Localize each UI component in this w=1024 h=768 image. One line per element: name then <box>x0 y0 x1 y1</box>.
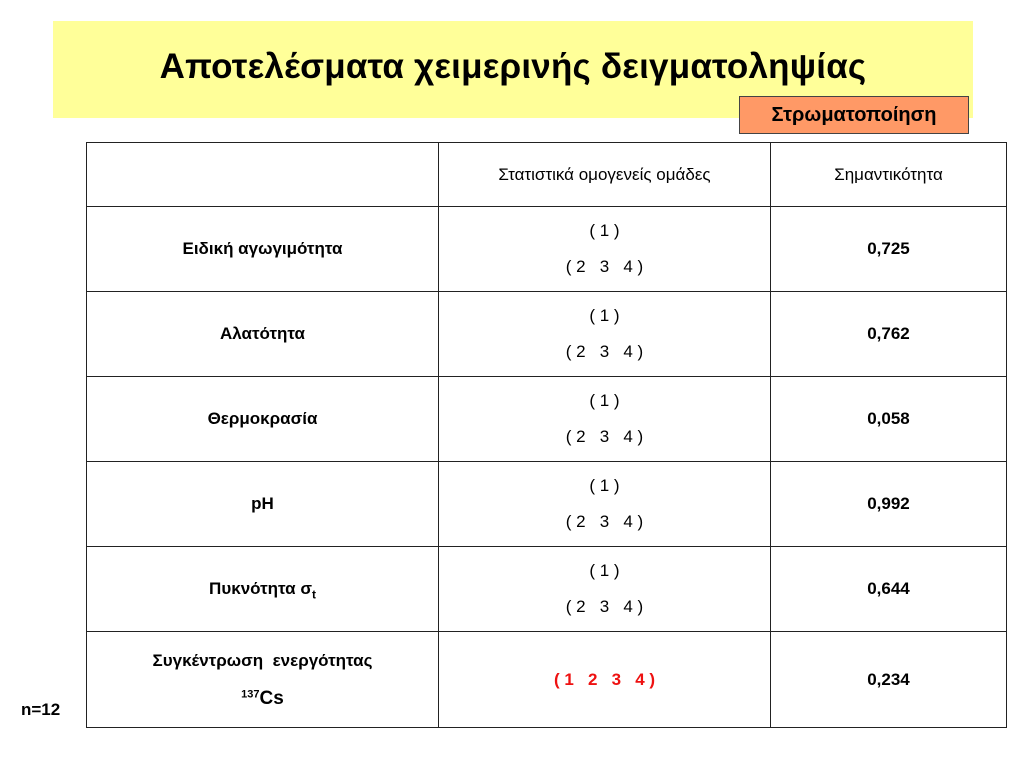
groups-cell <box>439 462 771 547</box>
significance-cell: 0,992 <box>771 462 1007 547</box>
parameter-cell <box>87 547 439 632</box>
group-line-2: ( 2 3 4 ) <box>565 257 644 276</box>
page-title: Αποτελέσματα χειμερινής δειγματοληψίας <box>159 46 867 86</box>
significance-cell: 0,058 <box>771 377 1007 462</box>
parameter-label: Συγκέντρωση ενεργότητας <box>152 650 373 670</box>
parameter-cell: Αλατότητα <box>87 292 439 377</box>
isotope-label <box>87 680 438 718</box>
group-line-1: ( 1 ) <box>589 306 620 325</box>
groups-cell <box>439 377 771 462</box>
groups-cell <box>439 207 771 292</box>
parameter-cell <box>87 632 439 728</box>
group-line-1: ( 1 ) <box>589 561 620 580</box>
group-line-2: ( 2 3 4 ) <box>565 512 644 531</box>
table-row <box>87 547 1007 632</box>
group-line-2: ( 2 3 4 ) <box>565 597 644 616</box>
method-badge: Στρωματοποίηση <box>739 96 969 134</box>
isotope-symbol: Cs <box>259 687 284 709</box>
table-row <box>87 292 1007 377</box>
significance-cell: 0,762 <box>771 292 1007 377</box>
parameter-cell: Θερμοκρασία <box>87 377 439 462</box>
table-header-row <box>87 143 1007 207</box>
group-line-highlighted: ( 1 2 3 4 ) <box>553 669 656 689</box>
group-line-2: ( 2 3 4 ) <box>565 427 644 446</box>
parameter-subscript: t <box>311 587 316 602</box>
significance-cell: 0,234 <box>771 632 1007 728</box>
header-parameter <box>87 143 439 207</box>
table-row <box>87 462 1007 547</box>
group-line-1: ( 1 ) <box>589 221 620 240</box>
groups-cell <box>439 292 771 377</box>
header-groups: Στατιστικά ομογενείς ομάδες <box>439 143 771 207</box>
parameter-cell: pH <box>87 462 439 547</box>
table-row <box>87 377 1007 462</box>
group-line-1: ( 1 ) <box>589 476 620 495</box>
significance-cell: 0,644 <box>771 547 1007 632</box>
sample-size-label: n=12 <box>21 700 61 719</box>
group-line-2: ( 2 3 4 ) <box>565 342 644 361</box>
significance-cell: 0,725 <box>771 207 1007 292</box>
table-row <box>87 632 1007 728</box>
groups-cell <box>439 632 771 728</box>
isotope-mass-number: 137 <box>241 687 260 700</box>
parameter-label: Πυκνότητα σ <box>209 579 312 598</box>
results-table <box>86 142 1007 728</box>
group-line-1: ( 1 ) <box>589 391 620 410</box>
groups-cell <box>439 547 771 632</box>
table-row <box>87 207 1007 292</box>
header-significance: Σημαντικότητα <box>771 143 1007 207</box>
parameter-cell: Ειδική αγωγιμότητα <box>87 207 439 292</box>
